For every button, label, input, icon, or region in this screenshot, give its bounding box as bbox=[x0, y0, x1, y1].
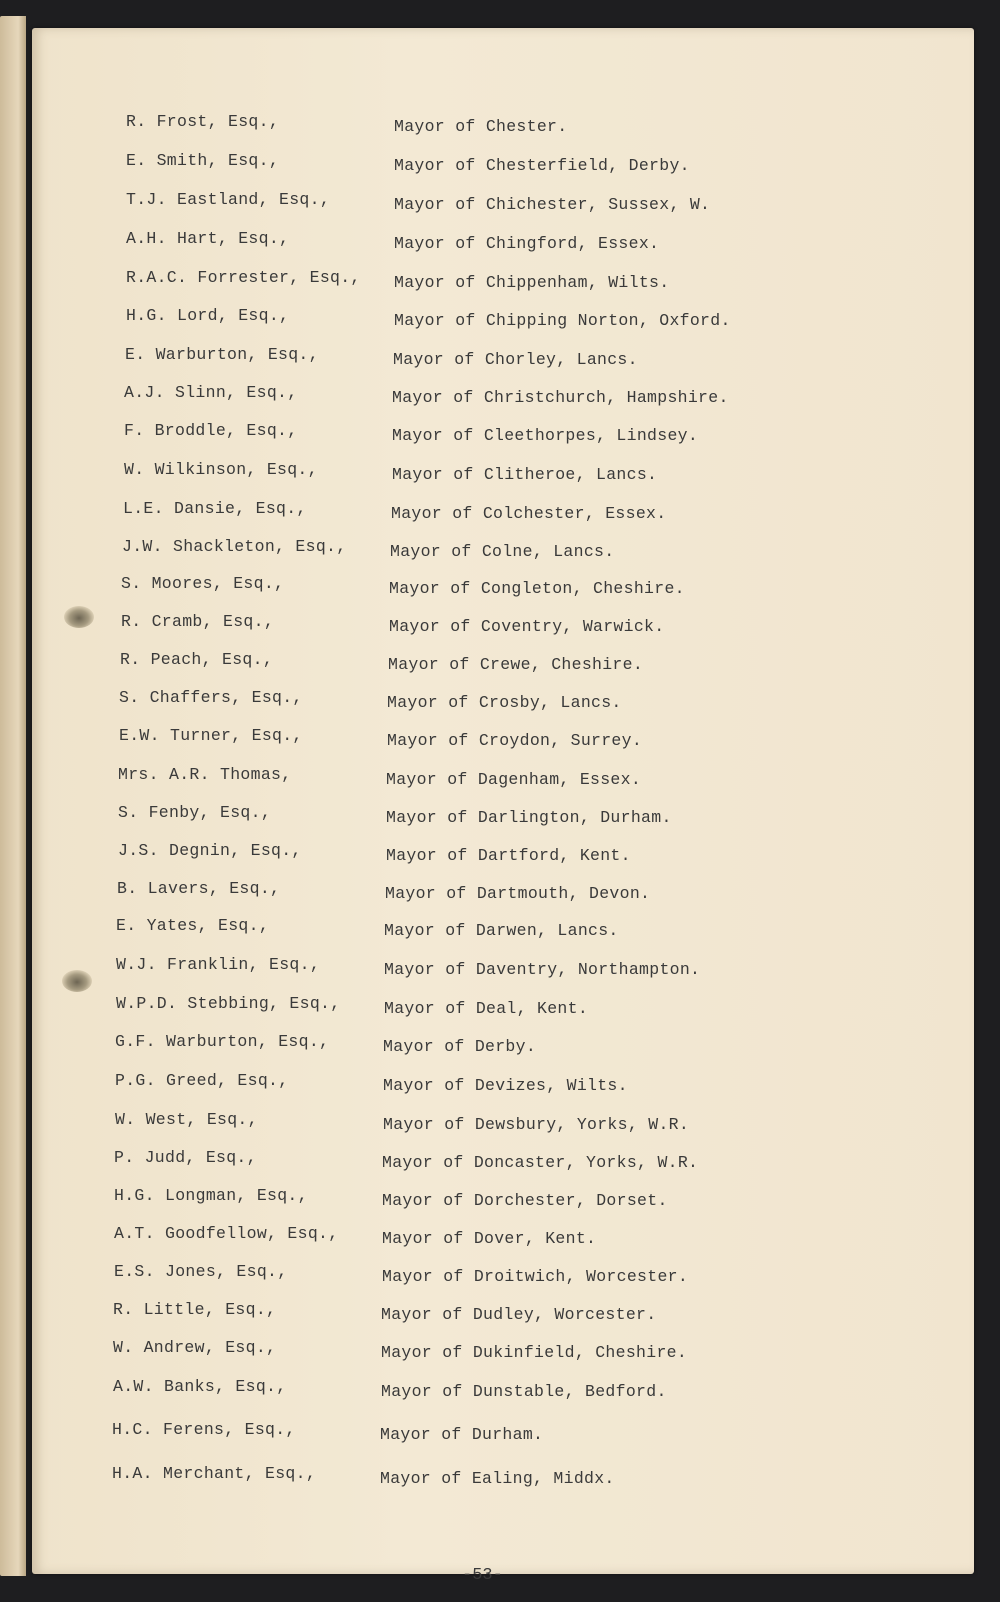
mayor-name: H.C. Ferens, Esq., bbox=[112, 1420, 296, 1439]
mayor-name: R. Little, Esq., bbox=[113, 1300, 277, 1319]
mayor-office: Mayor of Crewe, Cheshire. bbox=[388, 655, 644, 674]
mayor-office: Mayor of Darlington, Durham. bbox=[386, 808, 672, 827]
punch-hole-icon bbox=[64, 606, 94, 628]
list-item bbox=[126, 151, 846, 175]
punch-hole-icon bbox=[62, 970, 92, 992]
mayor-office: Mayor of Crosby, Lancs. bbox=[387, 693, 622, 712]
mayor-office: Mayor of Croydon, Surrey. bbox=[387, 731, 643, 750]
mayor-name: H.G. Longman, Esq., bbox=[114, 1186, 308, 1205]
mayor-office: Mayor of Cleethorpes, Lindsey. bbox=[392, 426, 699, 445]
list-item bbox=[120, 650, 840, 674]
list-item bbox=[114, 1148, 834, 1172]
mayor-office: Mayor of Derby. bbox=[383, 1037, 537, 1056]
mayor-office: Mayor of Dorchester, Dorset. bbox=[382, 1191, 668, 1210]
mayor-office: Mayor of Colchester, Essex. bbox=[391, 504, 667, 523]
list-item bbox=[122, 537, 842, 561]
list-item bbox=[118, 841, 838, 865]
list-item bbox=[123, 499, 843, 523]
mayor-name: E.S. Jones, Esq., bbox=[114, 1262, 288, 1281]
mayor-office: Mayor of Darwen, Lancs. bbox=[384, 921, 619, 940]
document-page bbox=[32, 28, 974, 1585]
mayor-office: Mayor of Doncaster, Yorks, W.R. bbox=[382, 1153, 699, 1172]
mayor-name: H.A. Merchant, Esq., bbox=[112, 1464, 317, 1483]
list-item bbox=[126, 112, 846, 136]
mayor-name: S. Chaffers, Esq., bbox=[119, 688, 303, 707]
mayor-name: L.E. Dansie, Esq., bbox=[123, 499, 307, 518]
mayor-name: J.S. Degnin, Esq., bbox=[118, 841, 302, 860]
mayor-name: E. Warburton, Esq., bbox=[125, 345, 319, 364]
list-item bbox=[121, 574, 841, 598]
mayor-office: Mayor of Dagenham, Essex. bbox=[386, 770, 642, 789]
list-item bbox=[125, 345, 845, 369]
list-item bbox=[116, 994, 836, 1018]
list-item bbox=[114, 1186, 834, 1210]
list-item bbox=[115, 1071, 835, 1095]
list-item bbox=[118, 803, 838, 827]
mayor-name: R. Frost, Esq., bbox=[126, 112, 280, 131]
mayor-name: J.W. Shackleton, Esq., bbox=[122, 537, 347, 556]
mayor-office: Mayor of Dartford, Kent. bbox=[386, 846, 631, 865]
mayor-office: Mayor of Christchurch, Hampshire. bbox=[392, 388, 729, 407]
list-item bbox=[119, 688, 839, 712]
mayor-name: P.G. Greed, Esq., bbox=[115, 1071, 289, 1090]
list-item bbox=[116, 916, 836, 940]
list-item bbox=[114, 1224, 834, 1248]
mayor-office: Mayor of Chingford, Essex. bbox=[394, 234, 660, 253]
list-item bbox=[116, 955, 836, 979]
mayor-office: Mayor of Congleton, Cheshire. bbox=[389, 579, 685, 598]
mayor-name: E. Smith, Esq., bbox=[126, 151, 280, 170]
mayor-name: A.W. Banks, Esq., bbox=[113, 1377, 287, 1396]
mayor-office: Mayor of Deal, Kent. bbox=[384, 999, 589, 1018]
list-item bbox=[115, 1032, 835, 1056]
list-item bbox=[119, 726, 839, 750]
list-item bbox=[112, 1420, 832, 1444]
list-item bbox=[117, 879, 837, 903]
mayor-office: Mayor of Chipping Norton, Oxford. bbox=[394, 311, 731, 330]
mayor-office: Mayor of Dukinfield, Cheshire. bbox=[381, 1343, 688, 1362]
mayor-name: A.H. Hart, Esq., bbox=[126, 229, 290, 248]
mayor-office: Mayor of Dewsbury, Yorks, W.R. bbox=[383, 1115, 690, 1134]
mayor-office: Mayor of Durham. bbox=[380, 1425, 544, 1444]
mayor-name: R.A.C. Forrester, Esq., bbox=[126, 268, 361, 287]
mayor-office: Mayor of Chesterfield, Derby. bbox=[394, 156, 690, 175]
mayor-name: W. Wilkinson, Esq., bbox=[124, 460, 318, 479]
mayor-name: W.P.D. Stebbing, Esq., bbox=[116, 994, 341, 1013]
list-item bbox=[115, 1110, 835, 1134]
list-item bbox=[126, 229, 846, 253]
mayor-name: E. Yates, Esq., bbox=[116, 916, 270, 935]
list-item bbox=[124, 460, 844, 484]
mayor-name: W. West, Esq., bbox=[115, 1110, 258, 1129]
mayor-name: R. Cramb, Esq., bbox=[121, 612, 275, 631]
list-item bbox=[113, 1300, 833, 1324]
mayor-office: Mayor of Chichester, Sussex, W. bbox=[394, 195, 711, 214]
mayor-name: S. Fenby, Esq., bbox=[118, 803, 272, 822]
mayor-office: Mayor of Chippenham, Wilts. bbox=[394, 273, 670, 292]
mayor-office: Mayor of Coventry, Warwick. bbox=[389, 617, 665, 636]
list-item bbox=[112, 1464, 832, 1488]
mayor-name: E.W. Turner, Esq., bbox=[119, 726, 303, 745]
mayor-name: F. Broddle, Esq., bbox=[124, 421, 298, 440]
list-item bbox=[124, 421, 844, 445]
mayor-name: R. Peach, Esq., bbox=[120, 650, 274, 669]
mayor-office: Mayor of Dartmouth, Devon. bbox=[385, 884, 651, 903]
mayor-office: Mayor of Ealing, Middx. bbox=[380, 1469, 615, 1488]
mayor-name: A.J. Slinn, Esq., bbox=[124, 383, 298, 402]
mayor-office: Mayor of Dover, Kent. bbox=[382, 1229, 597, 1248]
list-item bbox=[118, 765, 838, 789]
mayor-name: S. Moores, Esq., bbox=[121, 574, 285, 593]
mayor-office: Mayor of Chorley, Lancs. bbox=[393, 350, 638, 369]
list-item bbox=[126, 268, 846, 292]
mayor-office: Mayor of Dudley, Worcester. bbox=[381, 1305, 657, 1324]
mayor-name: A.T. Goodfellow, Esq., bbox=[114, 1224, 339, 1243]
list-item bbox=[126, 190, 846, 214]
list-item bbox=[113, 1377, 833, 1401]
mayor-name: H.G. Lord, Esq., bbox=[126, 306, 290, 325]
mayor-office: Mayor of Colne, Lancs. bbox=[390, 542, 615, 561]
mayor-name: W. Andrew, Esq., bbox=[113, 1338, 277, 1357]
page-number: -53- bbox=[462, 1566, 503, 1585]
list-item bbox=[114, 1262, 834, 1286]
mayor-office: Mayor of Daventry, Northampton. bbox=[384, 960, 701, 979]
mayor-name: G.F. Warburton, Esq., bbox=[115, 1032, 330, 1051]
mayor-name: P. Judd, Esq., bbox=[114, 1148, 257, 1167]
mayor-office: Mayor of Clitheroe, Lancs. bbox=[392, 465, 658, 484]
mayor-office: Mayor of Devizes, Wilts. bbox=[383, 1076, 628, 1095]
mayor-office: Mayor of Chester. bbox=[394, 117, 568, 136]
mayor-name: W.J. Franklin, Esq., bbox=[116, 955, 321, 974]
list-item bbox=[121, 612, 841, 636]
list-item bbox=[124, 383, 844, 407]
list-item bbox=[126, 306, 846, 330]
mayor-name: T.J. Eastland, Esq., bbox=[126, 190, 331, 209]
mayor-office: Mayor of Droitwich, Worcester. bbox=[382, 1267, 689, 1286]
mayor-name: B. Lavers, Esq., bbox=[117, 879, 281, 898]
mayor-office: Mayor of Dunstable, Bedford. bbox=[381, 1382, 667, 1401]
list-item bbox=[113, 1338, 833, 1362]
left-page-edge bbox=[0, 16, 26, 1576]
mayor-name: Mrs. A.R. Thomas, bbox=[118, 765, 292, 784]
